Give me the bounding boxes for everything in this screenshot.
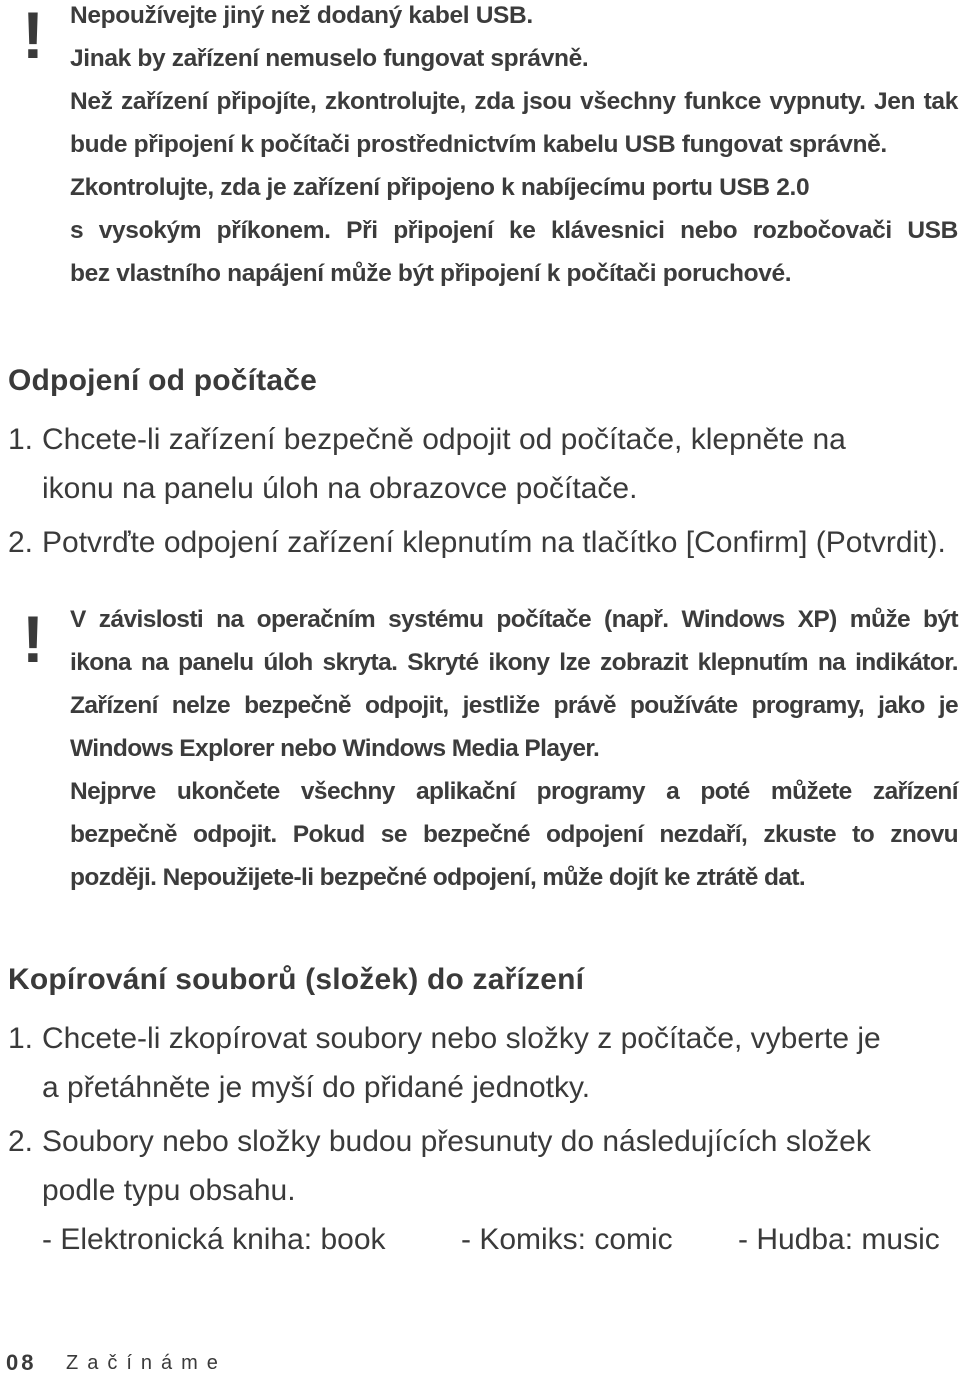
warning-safe-removal xyxy=(70,598,958,899)
step-text: a přetáhněte je myší do přidané jednotky. xyxy=(42,1071,591,1104)
step-text: Chcete-li zkopírovat soubory nebo složky z počítače, vyberte je xyxy=(42,1022,881,1055)
warning-icon: ! xyxy=(22,0,44,72)
warning-line: bez vlastního napájení může být připojení k počítači poruchové. xyxy=(70,260,792,287)
page-number: 08 xyxy=(6,1350,37,1375)
step-number: 2. xyxy=(8,1125,34,1158)
warning-line: později. Nepoužijete-li bezpečné odpojení, může dojít ke ztrátě dat. xyxy=(70,864,806,891)
step-text: podle typu obsahu. xyxy=(42,1174,296,1207)
warning-line: ikona na panelu úloh skryta. Skryté ikony lze zobrazit klepnutím na indikátor. xyxy=(70,649,958,676)
step-number: 1. xyxy=(8,1022,34,1055)
warning-line: bezpečně odpojit. Pokud se bezpečné odpojení nezdaří, zkuste to znovu xyxy=(70,821,958,848)
folder-type-music: - Hudba: music xyxy=(738,1223,940,1256)
step-text: Potvrďte odpojení zařízení klepnutím na tlačítko [Confirm] (Potvrdit). xyxy=(42,526,946,559)
section-heading-disconnect: Odpojení od počítače xyxy=(8,364,318,397)
warning-line: Zařízení nelze bezpečně odpojit, jestliže právě používáte programy, jako je xyxy=(70,692,958,719)
warning-line: Nepoužívejte jiný než dodaný kabel USB. xyxy=(70,2,533,29)
warning-line: Windows Explorer nebo Windows Media Player. xyxy=(70,735,600,762)
warning-line: Zkontrolujte, zda je zařízení připojeno k nabíjecímu portu USB 2.0 xyxy=(70,174,810,201)
warning-line: bude připojení k počítači prostřednictvím kabelu USB fungovat správně. xyxy=(70,131,887,158)
warning-line: V závislosti na operačním systému počítače (např. Windows XP) může být xyxy=(70,606,958,633)
warning-line: Jinak by zařízení nemuselo fungovat správně. xyxy=(70,45,589,72)
footer-section-name: Začínáme xyxy=(66,1352,227,1374)
step-number: 1. xyxy=(8,423,34,456)
warning-icon: ! xyxy=(22,602,44,676)
step-text: Chcete-li zařízení bezpečně odpojit od počítače, klepněte na xyxy=(42,423,846,456)
step-text: ikonu na panelu úloh na obrazovce počítače. xyxy=(42,472,638,505)
section-heading-copy: Kopírování souborů (složek) do zařízení xyxy=(8,963,585,996)
warning-line: Než zařízení připojíte, zkontrolujte, zda jsou všechny funkce vypnuty. Jen tak xyxy=(70,88,958,115)
folder-type-book: - Elektronická kniha: book xyxy=(42,1223,386,1256)
folder-type-comic: - Komiks: comic xyxy=(461,1223,673,1256)
step-number: 2. xyxy=(8,526,34,559)
step-text: Soubory nebo složky budou přesunuty do následujících složek xyxy=(42,1125,871,1158)
warning-line: s vysokým příkonem. Při připojení ke klávesnici nebo rozbočovači USB xyxy=(70,217,958,244)
warning-line: Nejprve ukončete všechny aplikační programy a poté můžete zařízení xyxy=(70,778,958,805)
warning-usb-cable xyxy=(70,0,958,295)
